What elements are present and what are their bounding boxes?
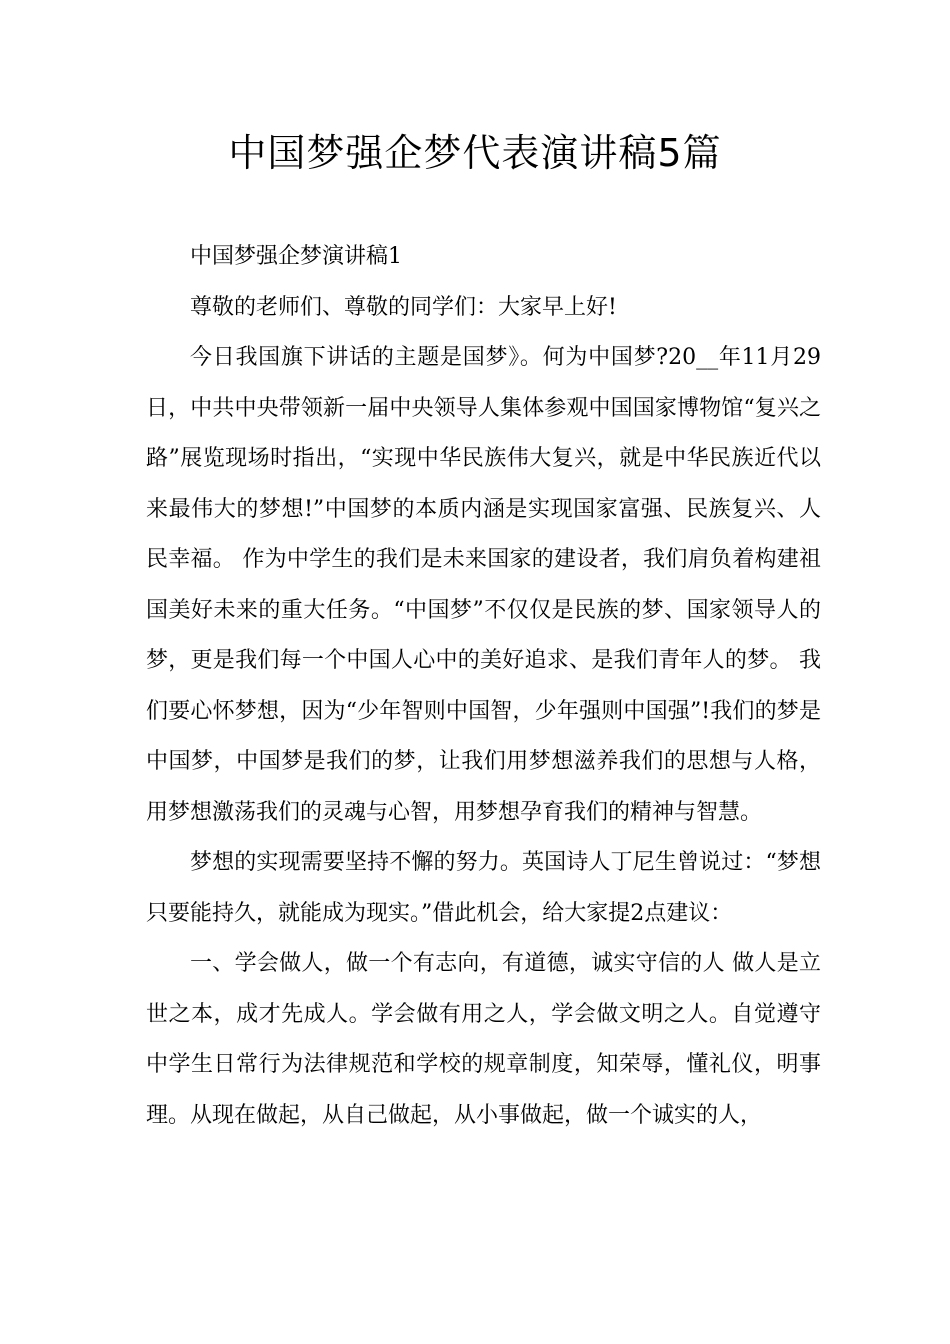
section-heading: 中国梦强企梦演讲稿1 [190,244,402,269]
body-paragraph: 一、学会做人，做一个有志向，有道德，诚实守信的人 做人是立世之本，成才先成人。学会做有用之人，学会做文明之人。自觉遵守中学生日常行为法律规范和学校的规章制度，知荣辱，懂礼仪，明事理。从现在做起，从自己做起，从小事做起，做一个诚实的人， [146,951,821,1128]
body-paragraph: 今日我国旗下讲话的主题是国梦》。何为中国梦?20__年11月29日，中共中央带领新一届中央领导人集体参观中国国家博物馆“复兴之路”展览现场时指出，“实现中华民族伟大复兴，就是中华民族近代以来最伟大的梦想!”中国梦的本质内涵是实现国家富强、民族复兴、人民幸福。 作为中学生的我们是未来国家的建设者，我们肩负着构建祖国美好未来的重大任务。“中国梦”不仅仅是民族的梦、国家领导人的梦，更是我们每一个中国人心中的美好追求、是我们青年人的梦。 我们要心怀梦想，因为“少年智则中国智，少年强则中国强”!我们的梦是中国梦，中国梦是我们的梦，让我们用梦想滋养我们的思想与人格，用梦想激荡我们的灵魂与心智，用梦想孕育我们的精神与智慧。 [146,345,821,825]
document-body [146,232,821,1141]
greeting-paragraph: 尊敬的老师们、尊敬的同学们：大家早上好! [190,294,617,320]
document-title: 中国梦强企梦代表演讲稿5篇 [228,131,722,175]
body-paragraph: 梦想的实现需要坚持不懈的努力。英国诗人丁尼生曾说过：“梦想只要能持久，就能成为现实。”借此机会，给大家提2点建议： [146,850,821,926]
